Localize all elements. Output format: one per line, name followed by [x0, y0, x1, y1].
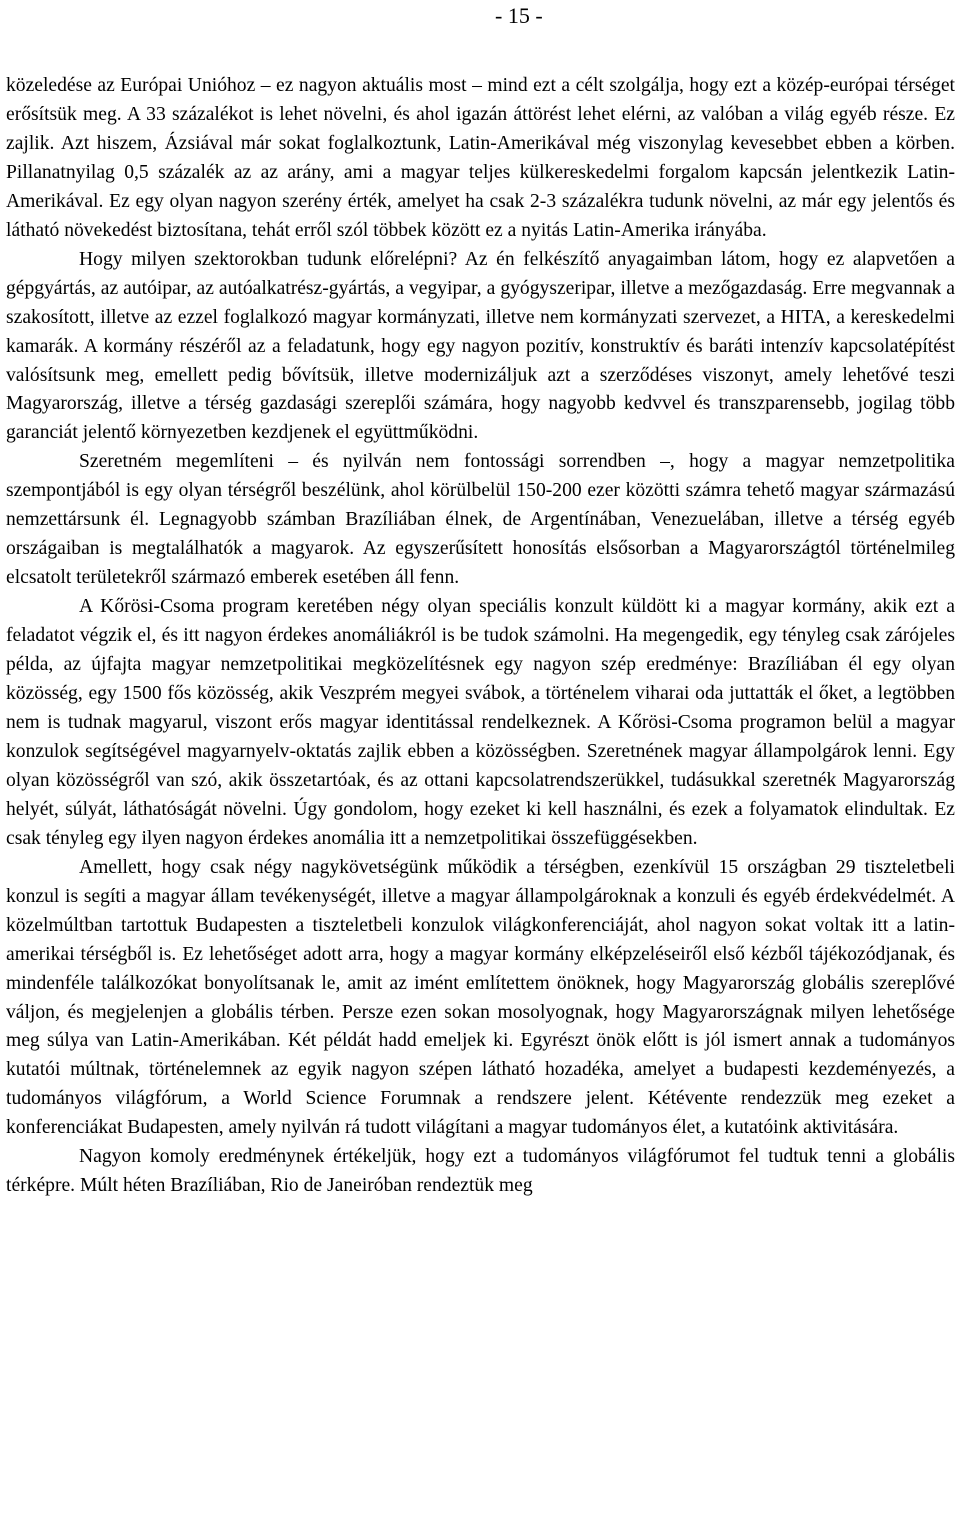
paragraph-6: Nagyon komoly eredménynek értékeljük, hogy ezt a tudományos világfórumot fel tudtuk tenni a globális térképre. Múlt héten Brazíliában, Rio de Janeiróban rendeztük meg [6, 1146, 955, 1197]
body-text [6, 72, 955, 1201]
paragraph-5: Amellett, hogy csak négy nagykövetségünk működik a térségben, ezenkívül 15 országban 29 tiszteletbeli konzul is segíti a magyar állam tevékenységét, illetve a magyar állampolgároknak a konzuli és egyéb érdekvédelmét. A közelmúltban tartottuk Budapesten a tiszteletbeli konzulok világkonferenciáját, ahol nagyon sokat voltak itt a latin-amerikai térségből is. Ez lehetőséget adott arra, hogy a magyar kormány elképzeléseiről első kézből tájékozódjanak, és mindenféle találkozókat bonyolítsanak le, amit az imént említettem önöknek, hogy Magyarország globális szereplővé váljon, és megjelenjen a globális térben. Persze ezen sokan mosolyognak, hogy Magyarországnak milyen lehetősége meg súlya van Latin-Amerikában. Két példát hadd emeljek ki. Egyrészt önök előtt is jól ismert annak a tudományos kutatói múltnak, történelemnek az egyik nagyon szépen látható hozadéka, amelyet a budapesti kezdeményezés, a tudományos világfórum, a World Science Forumnak a rendszere jelent. Kétévente rendezzük meg ezeket a konferenciákat Budapesten, amely nyilván rá tudott világítani a magyar tudományos élet, a kutatóink aktivitására. [6, 856, 955, 1139]
paragraph-3: Szeretném megemlíteni – és nyilván nem fontossági sorrendben –, hogy a magyar nemzetpolitika szempontjából is egy olyan térségről beszélünk, ahol körülbelül 150-200 ezer közötti számra tehető magyar származású nemzettársunk él. Legnagyobb számban Brazíliában élnek, de Argentínában, Venezuelában, illetve a térség egyéb országaiban is megtalálhatók a magyarok. Az egyszerűsített honosítás elsősorban a Magyarországtól történelmileg elcsatolt területekről származó emberek esetében áll fenn. [6, 451, 955, 589]
paragraph-4: A Kőrösi-Csoma program keretében négy olyan speciális konzult küldött ki a magyar kormány, akik ezt a feladatot végzik el, és itt nagyon érdekes anomáliákról is be tudok számolni. Ha megengedik, egy tényleg csak zárójeles példa, az újfajta magyar nemzetpolitikai megközelítésnek egy nagyon szép eredménye: Brazíliában él egy olyan közösség, egy 1500 fős közösség, akik Veszprém megyei svábok, a történelem viharai oda juttatták el őket, a legtöbben nem is tudnak magyarul, viszont erős magyar identitással rendelkeznek. A Kőrösi-Csoma programon belül a magyar konzulok segítségével magyarnyelv-oktatás zajlik ebben a közösségben. Szeretnének magyar állampolgárok lenni. Egy olyan közösségről van szó, akik összetartóak, és az ottani kapcsolatrendszerükkel, tudásukkal szeretnék Magyarország helyét, súlyát, láthatóságát növelni. Úgy gondolom, hogy ezeket ki kell használni, és ezek a folyamatok elindultak. Ez csak tényleg egy ilyen nagyon érdekes anomália itt a nemzetpolitikai összefüggésekben. [6, 596, 955, 849]
paragraph-2: Hogy milyen szektorokban tudunk előrelépni? Az én felkészítő anyagaimban látom, hogy ez alapvetően a gépgyártás, az autóipar, az autóalkatrész-gyártás, a vegyipar, a gyógyszeripar, illetve a mezőgazdaság. Erre megvannak a szakosított, illetve az ezzel foglalkozó magyar kormányzati, illetve nem kormányzati szervezet, a HITA, a kereskedelmi kamarák. A kormány részéről az a feladatunk, hogy egy nagyon pozitív, konstruktív és baráti intenzív kapcsolatépítést valósítsunk meg, emellett pedig bővítsük, illetve modernizáljuk azt a szerződéses viszonyt, amely lehetővé teszi Magyarország, illetve a térség gazdasági szereplői számára, hogy nagyobb kedvvel és transzparensebb, jogilag több garanciát jelentő környezetben kezdjenek el együttműködni. [6, 248, 955, 444]
page-number: - 15 - [495, 3, 543, 28]
paragraph-1: közeledése az Európai Unióhoz – ez nagyon aktuális most – mind ezt a célt szolgálja, hogy ezt a közép-európai térséget erősítsük meg. A 33 százalékot is lehet növelni, és ahol igazán áttörést lehet elérni, az valóban a világ egyéb része. Ez zajlik. Azt hiszem, Ázsiával már sokat foglalkoztunk, Latin-Amerikával még viszonylag kevesebbet ebben a körben. Pillanatnyilag 0,5 százalék az az arány, ami a magyar teljes külkereskedelmi forgalom kapcsán jelentkezik Latin-Amerikával. Ez egy olyan nagyon szerény érték, amelyet ha csak 2-3 százalékra tudunk növelni, az már egy jelentős és látható növekedést biztosítana, tehát erről szól többek között ez a nyitás Latin-Amerika irányába. [6, 75, 955, 241]
